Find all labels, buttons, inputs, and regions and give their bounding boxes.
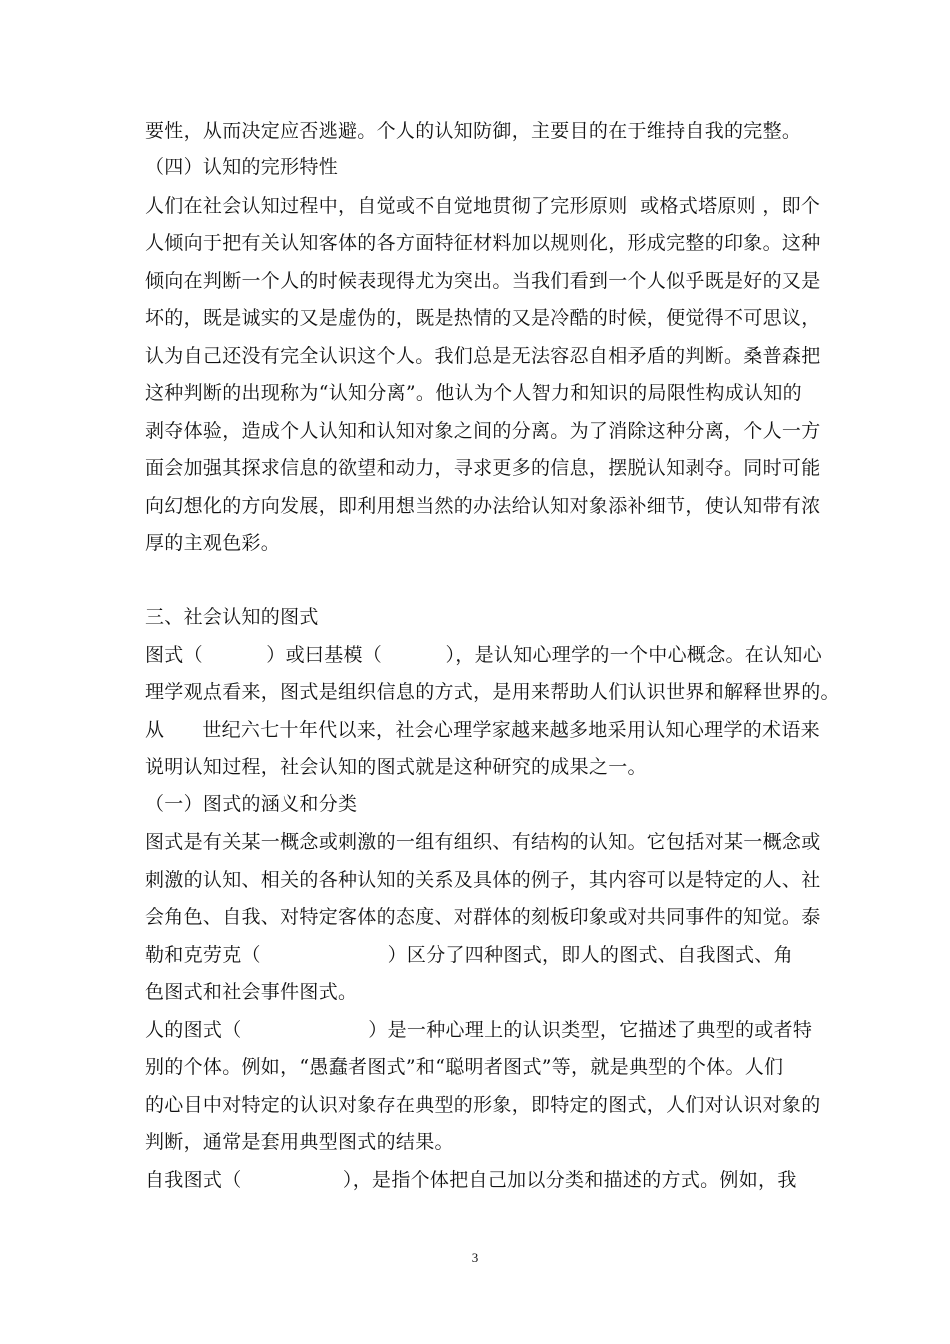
text-line: 勒和克劳克（ ）区分了四种图式，即人的图式、自我图式、角	[145, 944, 793, 966]
text-line: 人们在社会认知过程中，自觉或不自觉地贯彻了完形原则 或格式塔原则 ，即个	[145, 195, 821, 217]
text-line: 图式是有关某一概念或刺激的一组有组织、有结构的认知。它包括对某一概念或	[145, 831, 821, 853]
text-line: 向幻想化的方向发展，即利用想当然的办法给认知对象添补细节，使认知带有浓	[145, 495, 821, 517]
text-line: 坏的，既是诚实的又是虚伪的，既是热情的又是冷酷的时候，便觉得不可思议，	[145, 307, 821, 329]
page-number: 3	[471, 1250, 479, 1265]
text-line: 会角色、自我、对特定客体的态度、对群体的刻板印象或对共同事件的知觉。泰	[145, 906, 821, 928]
text-line: 认为自己还没有完全认识这个人。我们总是无法容忍自相矛盾的判断。桑普森把	[145, 345, 821, 367]
text-line: 要性，从而决定应否逃避。个人的认知防御，主要目的在于维持自我的完整。	[145, 120, 802, 142]
text-line: 自我图式（ ），是指个体把自己加以分类和描述的方式。例如，我	[145, 1169, 797, 1191]
text-line: 从 世纪六七十年代以来，社会心理学家越来越多地采用认知心理学的术语来	[145, 719, 820, 741]
text-line: 厚的主观色彩。	[145, 532, 281, 554]
text-line: 面会加强其探求信息的欲望和动力，寻求更多的信息，摆脱认知剥夺。同时可能	[145, 457, 821, 479]
text-line: 说明认知过程，社会认知的图式就是这种研究的成果之一。	[145, 756, 647, 778]
text-line: 倾向在判断一个人的时候表现得尤为突出。当我们看到一个人似乎既是好的又是	[145, 270, 821, 292]
text-line: 别的个体。例如，“愚蠢者图式”和“聪明者图式”等，就是典型的个体。人们	[145, 1056, 784, 1078]
text-line: 色图式和社会事件图式。	[145, 981, 358, 1003]
text-line: 人倾向于把有关认知客体的各方面特征材料加以规则化，形成完整的印象。这种	[145, 232, 821, 254]
text-line: 这种判断的出现称为“认知分离”。他认为个人智力和知识的局限性构成认知的	[145, 382, 802, 404]
text-line: 刺激的认知、相关的各种认知的关系及具体的例子，其内容可以是特定的人、社	[145, 869, 821, 891]
text-line: 图式（ ）或曰基模（ ），是认知心理学的一个中心概念。在认知心	[145, 644, 822, 666]
section-heading: （一）图式的涵义和分类	[145, 793, 358, 815]
text-line: 剥夺体验，造成个人认知和认知对象之间的分离。为了消除这种分离，个人一方	[145, 420, 821, 442]
chapter-heading: 三、社会认知的图式	[145, 606, 319, 628]
section-heading: （四）认知的完形特性	[145, 156, 339, 178]
text-line: 判断，通常是套用典型图式的结果。	[145, 1131, 454, 1153]
text-line: 理学观点看来，图式是组织信息的方式，是用来帮助人们认识世界和解释世界的。	[145, 681, 840, 703]
text-line: 的心目中对特定的认识对象存在典型的形象，即特定的图式，人们对认识对象的	[145, 1094, 821, 1116]
text-line: 人的图式（ ）是一种心理上的认识类型，它描述了典型的或者特	[145, 1019, 813, 1041]
